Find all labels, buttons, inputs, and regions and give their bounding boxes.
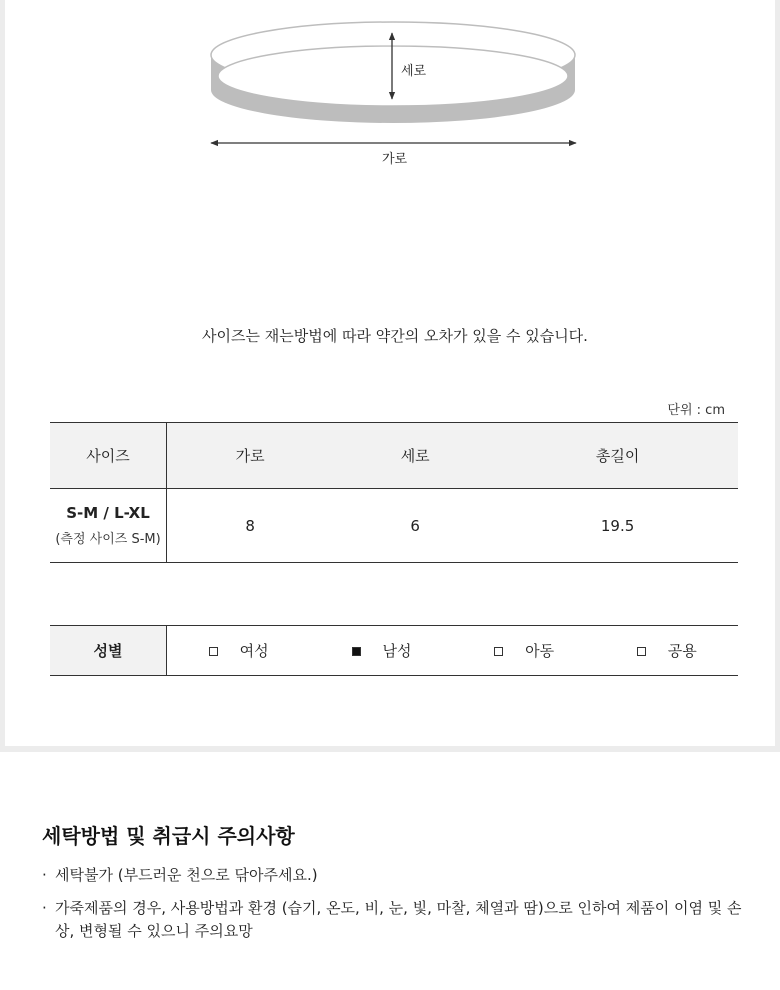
child-checkbox-icon [494, 647, 503, 656]
care-list [42, 864, 742, 953]
female-checkbox-icon [209, 647, 218, 656]
gender-option-label: 공용 [667, 642, 697, 660]
bullet-icon: · [42, 866, 47, 884]
band-diagram [5, 0, 780, 180]
width-value: 8 [167, 489, 334, 563]
list-item [42, 864, 742, 887]
size-cell [50, 489, 167, 563]
care-item-text: 가죽제품의 경우, 사용방법과 환경 (습기, 온도, 비, 눈, 빛, 마찰, 체열과 땀)으로 인하여 제품이 이염 및 손상, 변형될 수 있으니 주의요망 [55, 899, 742, 940]
width-label: 가로 [382, 152, 408, 167]
height-label: 세로 [401, 64, 427, 79]
male-checkbox-icon [352, 647, 361, 656]
gender-option-label: 여성 [239, 642, 269, 660]
gender-table [50, 625, 738, 676]
gender-option-unisex [595, 626, 738, 676]
gender-option-label: 아동 [525, 642, 555, 660]
unit-label: 단위 : cm [667, 403, 725, 418]
gender-option-male [310, 626, 453, 676]
gender-option-child [453, 626, 596, 676]
unisex-checkbox-icon [637, 647, 646, 656]
care-title: 세탁방법 및 취급시 주의사항 [42, 824, 295, 848]
list-item [42, 897, 742, 943]
height-value: 6 [333, 489, 497, 563]
size-value: S-M / L-XL [66, 504, 150, 522]
header-height: 세로 [333, 423, 497, 489]
header-length: 총길이 [497, 423, 738, 489]
size-note: (측정 사이즈 S-M) [55, 532, 161, 547]
gender-option-female [167, 626, 311, 676]
gender-label: 성별 [50, 626, 167, 676]
gender-row [50, 626, 738, 676]
table-row [50, 489, 738, 563]
header-width: 가로 [167, 423, 334, 489]
length-value: 19.5 [497, 489, 738, 563]
care-item-text: 세탁불가 (부드러운 천으로 닦아주세요.) [55, 866, 318, 884]
header-size: 사이즈 [50, 423, 167, 489]
gender-option-label: 남성 [382, 642, 412, 660]
size-table [50, 422, 738, 563]
measurement-note: 사이즈는 재는방법에 따라 약간의 오차가 있을 수 있습니다. [202, 327, 588, 345]
bullet-icon: · [42, 899, 47, 917]
band-inner-opening [218, 46, 568, 106]
size-table-header [50, 423, 738, 489]
